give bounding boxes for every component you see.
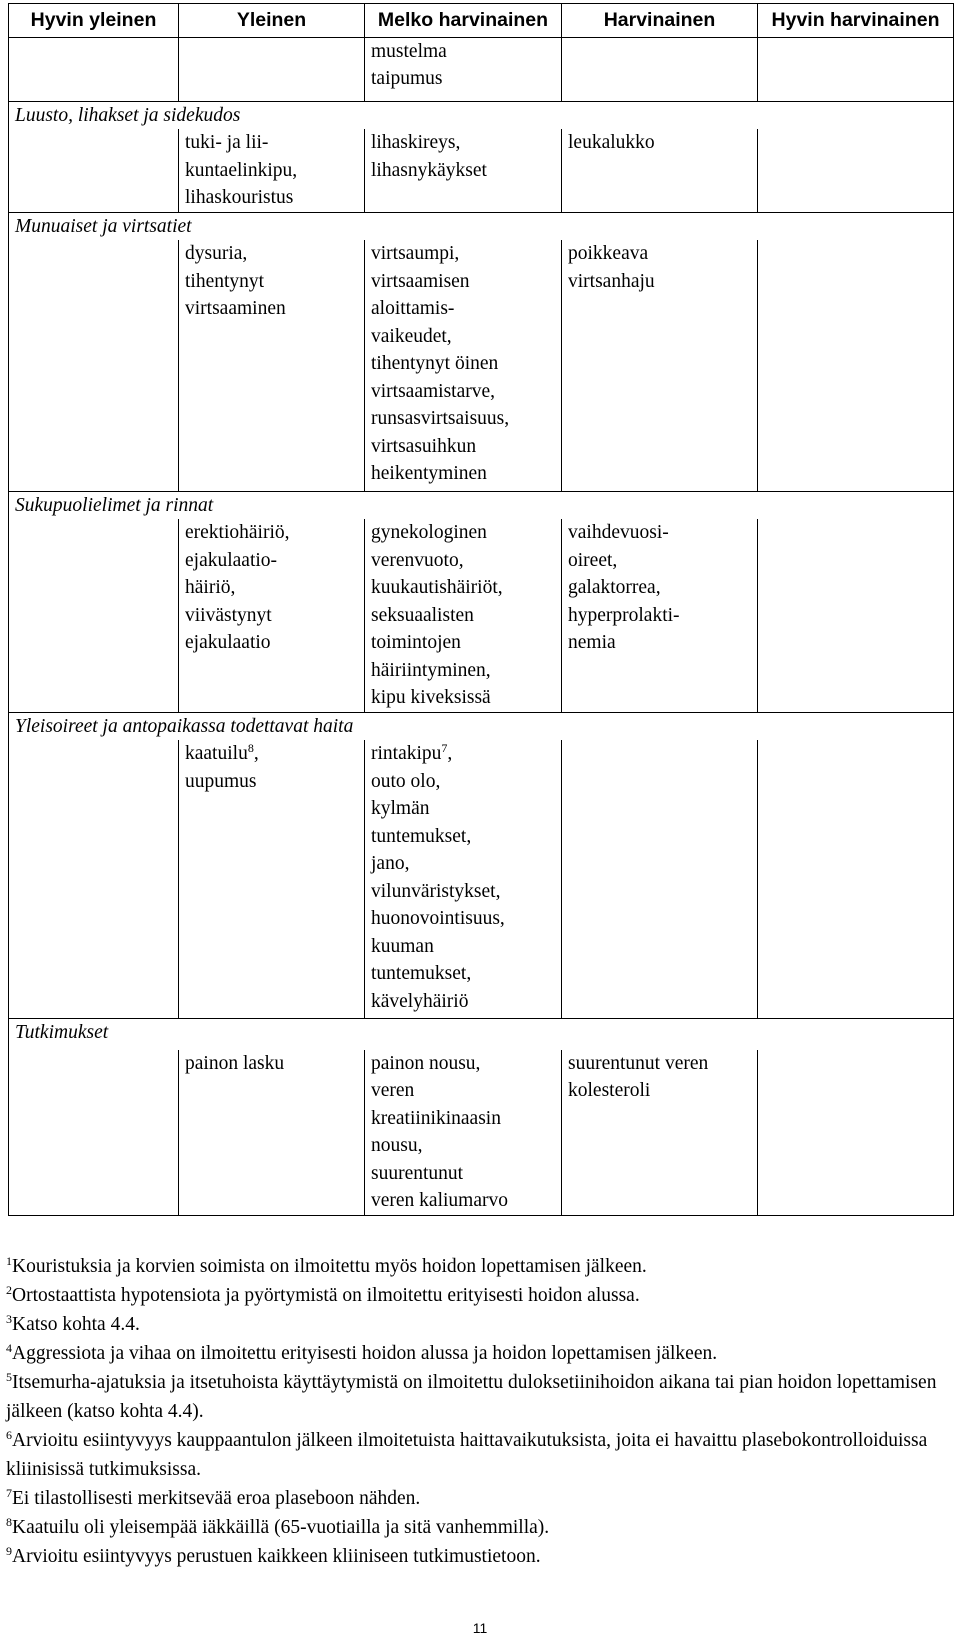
adverse-reactions-table (8, 3, 954, 1216)
section-musculoskeletal: Luusto, lihakset ja sidekudos (9, 101, 954, 129)
footnote-ref: 7 (441, 741, 448, 755)
table-row (9, 129, 954, 212)
footnote-text: Aggressiota ja vihaa on ilmoitettu erityisesti hoidon alussa ja hoidon lopettamisen jälkeen. (12, 1343, 718, 1364)
footnote-number: 9 (6, 1544, 12, 1558)
table-cell: dysuria, tihentynyt virtsaaminen (179, 240, 365, 491)
footnote-text: Katso kohta 4.4. (12, 1314, 140, 1335)
table-cell: suurentunut veren kolesteroli (562, 1050, 758, 1216)
footnote-text: Ei tilastollisesti merkitsevää eroa plaseboon nähden. (12, 1488, 421, 1509)
header-row (9, 4, 954, 38)
footnote-number: 1 (6, 1254, 12, 1268)
header-very-common: Hyvin yleinen (9, 4, 179, 38)
footnote-number: 7 (6, 1486, 12, 1500)
section-row (9, 212, 954, 240)
cell-text: kaatuilu (185, 743, 248, 764)
page-number: 11 (472, 1620, 488, 1636)
footnote-number: 6 (6, 1428, 12, 1442)
table-cell (9, 240, 179, 491)
table-cell (179, 37, 365, 101)
footnote (6, 1426, 956, 1484)
cell-text: , outo olo, kylmän tuntemukset, jano, vilunväristykset, huonovointisuus, kuuman tuntemukset, kävelyhäiriö (371, 743, 505, 1012)
header-very-rare: Hyvin harvinainen (758, 4, 954, 38)
footnote (6, 1484, 956, 1513)
table-cell (758, 740, 954, 1019)
footnote (6, 1281, 956, 1310)
table-row (9, 1050, 954, 1216)
table-cell: virtsaumpi, virtsaamisen aloittamis- vaikeudet, tihentynyt öinen virtsaamistarve, runsasvirtsaisuus, virtsasuihkun heikentyminen (365, 240, 562, 491)
footnote-text: Arvioitu esiintyvyys kauppaantulon jälkeen ilmoitetuista haittavaikutuksista, joita ei havaittu plasebokontrolloiduissa kliinisissä tutkimuksissa. (6, 1430, 928, 1480)
footnote-text: Arvioitu esiintyvyys perustuen kaikkeen kliiniseen tutkimustietoon. (12, 1546, 541, 1567)
table-cell: lihaskireys, lihasnykäykset (365, 129, 562, 212)
table-cell (365, 740, 562, 1019)
footnote-text: Kaatuilu oli yleisempää iäkkäillä (65-vuotiailla ja sitä vanhemmilla). (12, 1517, 550, 1538)
table-cell (758, 1050, 954, 1216)
table-row (9, 37, 954, 101)
footnote (6, 1310, 956, 1339)
footnote-text: Itsemurha-ajatuksia ja itsetuhoista käyttäytymistä on ilmoitettu duloksetiinihoidon aikana tai pian hoidon lopettamisen jälkeen (katso kohta 4.4). (6, 1372, 937, 1422)
table-cell (9, 519, 179, 712)
footnotes (6, 1252, 956, 1571)
table-cell: mustelma taipumus (365, 37, 562, 101)
section-reproductive: Sukupuolielimet ja rinnat (9, 491, 954, 519)
table-cell (9, 740, 179, 1019)
table-row (9, 240, 954, 491)
section-row (9, 491, 954, 519)
table-cell: leukalukko (562, 129, 758, 212)
footnote (6, 1542, 956, 1571)
section-row (9, 1019, 954, 1050)
cell-text: rintakipu (371, 743, 442, 764)
section-renal: Munuaiset ja virtsatiet (9, 212, 954, 240)
footnote (6, 1252, 956, 1281)
table-cell (758, 129, 954, 212)
table-cell (758, 37, 954, 101)
table-row (9, 740, 954, 1019)
table-cell (758, 240, 954, 491)
footnote-number: 5 (6, 1370, 12, 1384)
section-row (9, 712, 954, 740)
footnote-text: Kouristuksia ja korvien soimista on ilmoitettu myös hoidon lopettamisen jälkeen. (12, 1256, 647, 1277)
section-investigations: Tutkimukset (9, 1019, 954, 1050)
table-cell: tuki- ja lii- kuntaelinkipu, lihaskouristus (179, 129, 365, 212)
section-row (9, 101, 954, 129)
table-cell (758, 519, 954, 712)
table-cell (562, 37, 758, 101)
table-cell (179, 740, 365, 1019)
table-cell: poikkeava virtsanhaju (562, 240, 758, 491)
table-cell (562, 740, 758, 1019)
cell-text: , uupumus (185, 743, 259, 792)
header-uncommon: Melko harvinainen (365, 4, 562, 38)
footnote-number: 2 (6, 1283, 12, 1297)
footnote-ref: 8 (247, 741, 254, 755)
footnote-text: Ortostaattista hypotensiota ja pyörtymistä on ilmoitettu erityisesti hoidon alussa. (12, 1285, 640, 1306)
header-rare: Harvinainen (562, 4, 758, 38)
table-cell: vaihdevuosi- oireet, galaktorrea, hyperprolakti- nemia (562, 519, 758, 712)
table-cell (9, 37, 179, 101)
footnote (6, 1513, 956, 1542)
footnote-number: 8 (6, 1515, 12, 1529)
section-general: Yleisoireet ja antopaikassa todettavat haita (9, 712, 954, 740)
footnote (6, 1368, 956, 1426)
footnote (6, 1339, 956, 1368)
table-row (9, 519, 954, 712)
table-cell: painon nousu, veren kreatiinikinaasin nousu, suurentunut veren kaliumarvo (365, 1050, 562, 1216)
footnote-number: 4 (6, 1341, 12, 1355)
header-common: Yleinen (179, 4, 365, 38)
table-cell: painon lasku (179, 1050, 365, 1216)
footnote-number: 3 (6, 1312, 12, 1326)
table-cell: gynekologinen verenvuoto, kuukautishäiriöt, seksuaalisten toimintojen häiriintyminen, kipu kiveksissä (365, 519, 562, 712)
table-cell (9, 129, 179, 212)
table-cell: erektiohäiriö, ejakulaatio- häiriö, viivästynyt ejakulaatio (179, 519, 365, 712)
table-cell (9, 1050, 179, 1216)
